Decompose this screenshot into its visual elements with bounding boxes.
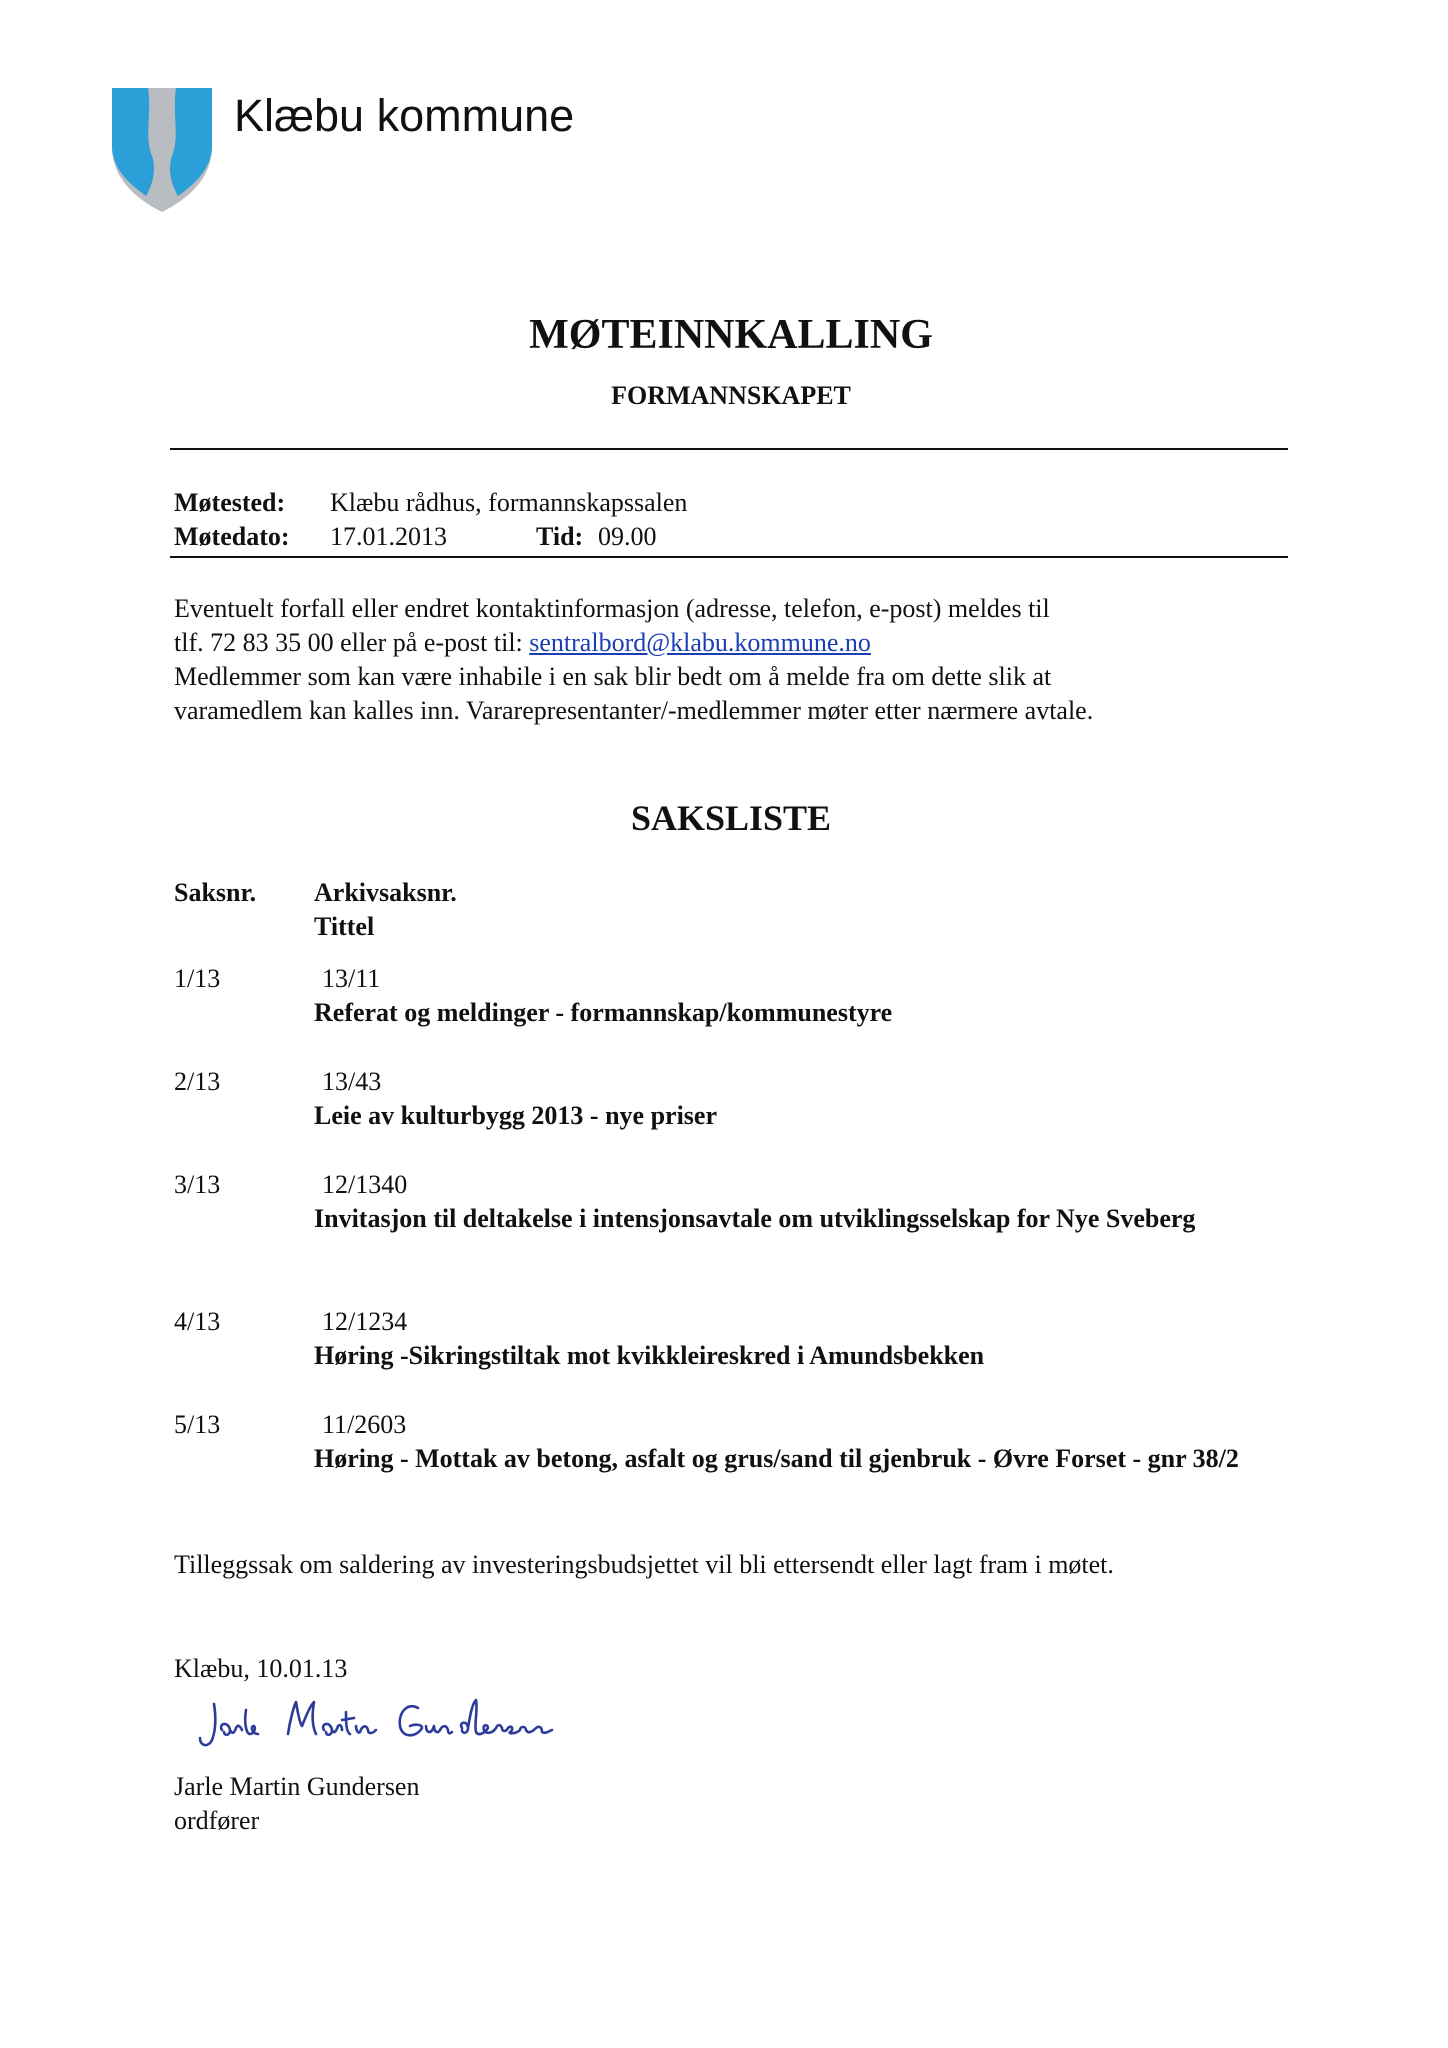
handwritten-signature: [196, 1690, 596, 1762]
divider-top: [170, 448, 1288, 450]
meeting-time-label: Tid:: [536, 522, 584, 551]
document-title: MØTEINNKALLING: [529, 312, 933, 358]
agenda-item: [174, 962, 1294, 1032]
notice-paragraph: [174, 592, 1294, 728]
col-arkivsaksnr: Arkivsaksnr.: [314, 878, 457, 907]
notice-line-3: Medlemmer som kan være inhabile i en sak blir bedt om å melde fra om dette slik at: [174, 662, 1052, 691]
header: [108, 84, 708, 214]
agenda-title: Høring -Sikringstiltak mot kvikkleireskred i Amundsbekken: [314, 1341, 985, 1370]
signer-name: Jarle Martin Gundersen: [174, 1772, 420, 1801]
agenda-item: [174, 1305, 1294, 1375]
meeting-time-value: 09.00: [598, 522, 657, 551]
notice-line-2: [174, 626, 1294, 660]
col-tittel: Tittel: [314, 912, 375, 941]
meeting-place-value: Klæbu rådhus, formannskapssalen: [330, 488, 688, 517]
org-name: Klæbu kommune: [234, 90, 575, 141]
agenda-item: [174, 1408, 1294, 1512]
col-saksnr: Saksnr.: [174, 878, 257, 907]
signoff-place-date: Klæbu, 10.01.13: [174, 1654, 348, 1683]
document-subtitle: FORMANNSKAPET: [611, 381, 851, 410]
agenda-column-headers: [174, 876, 774, 946]
shield-blue-right: [170, 88, 212, 196]
agenda-saksnr: 5/13: [174, 1410, 221, 1439]
notice-line-1: Eventuelt forfall eller endret kontaktinformasjon (adresse, telefon, e-post) meldes til: [174, 594, 1050, 623]
agenda-item: [174, 1168, 1294, 1272]
agenda-title: Invitasjon til deltakelse i intensjonsavtale om utviklingsselskap for Nye Sveberg: [314, 1204, 1196, 1233]
agenda-title: Leie av kulturbygg 2013 - nye priser: [314, 1101, 717, 1130]
email-link[interactable]: sentralbord@klabu.kommune.no: [529, 628, 871, 657]
agenda-arkivsaksnr: 13/11: [322, 964, 381, 993]
divider-meeting: [170, 556, 1288, 558]
agenda-title: Referat og meldinger - formannskap/kommunestyre: [314, 998, 893, 1027]
additional-note: Tilleggssak om saldering av investeringsbudsjettet vil bli ettersendt eller lagt fram i møtet.: [174, 1550, 1114, 1579]
agenda-item: [174, 1065, 1294, 1135]
meeting-date-label: Møtedato:: [174, 522, 290, 551]
agenda-saksnr: 2/13: [174, 1067, 221, 1096]
notice-phone-text: tlf. 72 83 35 00 eller på e-post til:: [174, 628, 530, 657]
signer-role: ordfører: [174, 1806, 260, 1835]
agenda-title: Høring - Mottak av betong, asfalt og grus/sand til gjenbruk - Øvre Forset - gnr 38/2: [314, 1444, 1239, 1473]
meeting-date-value: 17.01.2013: [330, 522, 447, 551]
notice-line-4: varamedlem kan kalles inn. Vararepresentanter/-medlemmer møter etter nærmere avtale.: [174, 696, 1094, 725]
coat-of-arms-logo: [108, 84, 218, 214]
agenda-saksnr: 1/13: [174, 964, 221, 993]
agenda-heading: SAKSLISTE: [630, 798, 832, 838]
agenda-saksnr: 4/13: [174, 1307, 221, 1336]
agenda-arkivsaksnr: 12/1340: [322, 1170, 408, 1199]
meeting-place-label: Møtested:: [174, 488, 286, 517]
agenda-arkivsaksnr: 13/43: [322, 1067, 382, 1096]
agenda-arkivsaksnr: 11/2603: [322, 1410, 407, 1439]
agenda-saksnr: 3/13: [174, 1170, 221, 1199]
agenda-arkivsaksnr: 12/1234: [322, 1307, 408, 1336]
meeting-info: [174, 486, 1274, 556]
shield-blue-left: [112, 88, 154, 196]
